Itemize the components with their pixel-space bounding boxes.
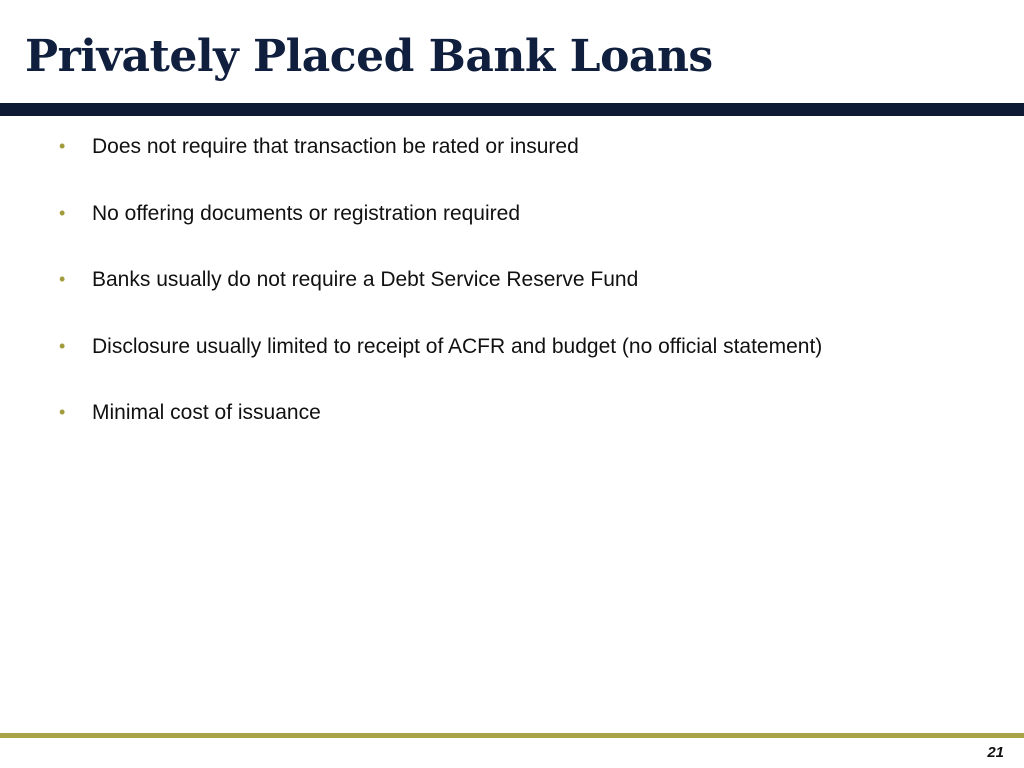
bullet-marker-icon: • [59, 136, 66, 156]
bullet-item [55, 130, 995, 163]
bullet-marker-icon: • [59, 335, 66, 356]
slide-title: Privately Placed Bank Loans [25, 31, 713, 82]
footer-divider [0, 733, 1024, 738]
bullet-text: Disclosure usually limited to receipt of ACFR and budget (no official statement) [92, 334, 823, 358]
bullet-text: Does not require that transaction be rated or insured [92, 135, 579, 158]
bullet-text: No offering documents or registration required [92, 201, 521, 225]
bullet-marker-icon: • [59, 402, 66, 422]
bullet-list [55, 130, 995, 463]
title-divider [0, 103, 1024, 116]
bullet-marker-icon: • [59, 269, 66, 289]
bullet-item [55, 197, 995, 230]
bullet-item [55, 330, 995, 363]
bullet-item [55, 263, 995, 296]
bullet-text: Minimal cost of issuance [92, 401, 321, 424]
bullet-item [55, 396, 995, 429]
page-number: 21 [987, 744, 1004, 761]
bullet-text: Banks usually do not require a Debt Service Reserve Fund [92, 268, 639, 291]
bullet-marker-icon: • [59, 202, 66, 223]
